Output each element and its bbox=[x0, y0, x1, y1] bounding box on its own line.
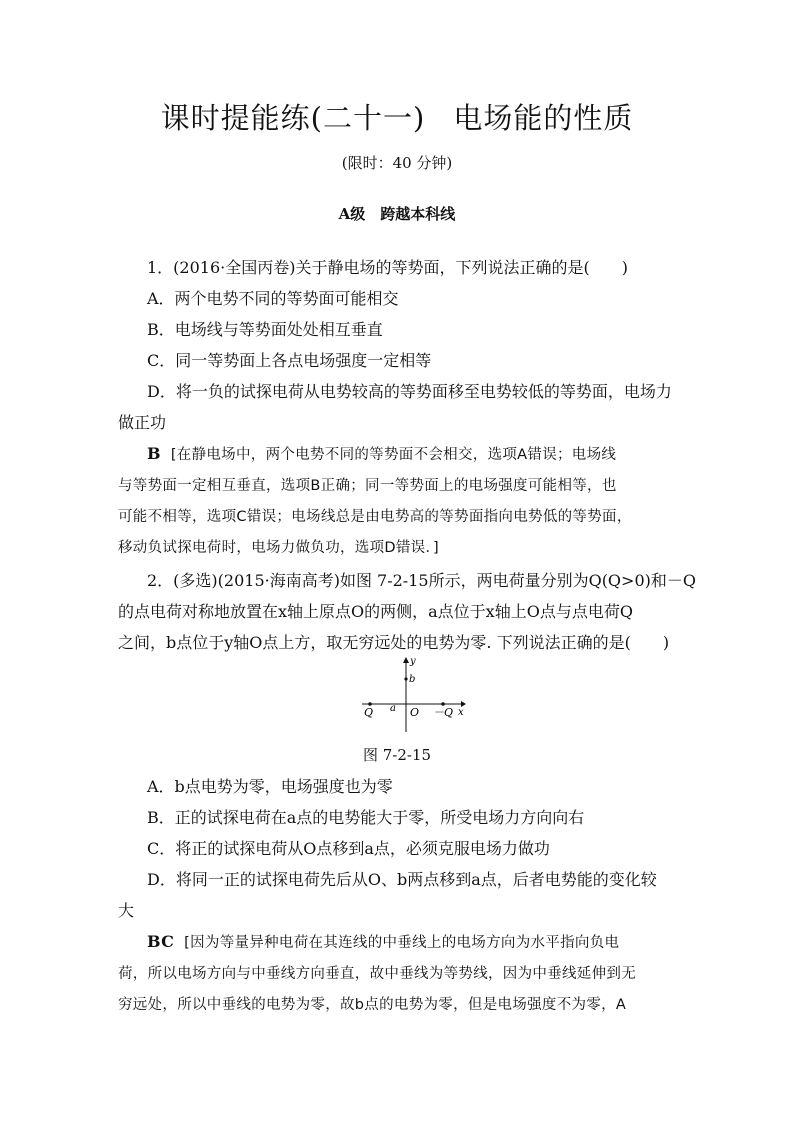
title-main: 课时提能练(二十一) bbox=[160, 101, 426, 135]
point-b-marker bbox=[404, 677, 407, 680]
q1-answer-key: B bbox=[147, 444, 161, 463]
q2-answer-key: BC bbox=[147, 932, 175, 951]
q1-answer-line bbox=[147, 443, 678, 464]
title-topic: 电场能的性质 bbox=[453, 101, 634, 135]
q1-stem: 1．(2016·全国丙卷)关于静电场的等势面，下列说法正确的是( ) bbox=[147, 258, 628, 277]
q2-stem-line: 的点电荷对称地放置在x轴上原点O的两侧，a点位于x轴上O点与点电荷Q bbox=[118, 602, 633, 621]
figure-7-2-15 bbox=[358, 652, 470, 734]
q1-option-d: D．将一负的试探电荷从电势较高的等势面移至电势较低的等势面，电场力 bbox=[147, 382, 672, 401]
y-axis-arrow bbox=[403, 657, 409, 663]
label-y: y bbox=[410, 656, 416, 667]
q2-option-d-cont: 大 bbox=[118, 901, 135, 920]
q2-answer-line bbox=[147, 931, 678, 952]
label-x: x bbox=[458, 707, 464, 718]
q1-explanation: [在静电场中，两个电势不同的等势面不会相交，选项A错误；电场线 bbox=[170, 447, 617, 463]
q2-option-c: C．将正的试探电荷从O点移到a点，必须克服电场力做功 bbox=[147, 839, 550, 858]
level-heading: A级 跨越本科线 bbox=[338, 205, 456, 223]
q1-option-b: B．电场线与等势面处处相互垂直 bbox=[147, 320, 383, 339]
page-title bbox=[0, 96, 794, 137]
q1-explanation-line: 可能不相等，选项C错误；电场线总是由电势高的等势面指向电势低的等势面， bbox=[118, 509, 632, 525]
q2-explanation: [因为等量异种电荷在其连线的中垂线上的电场方向为水平指向负电 bbox=[184, 935, 620, 951]
q2-option-b: B．正的试探电荷在a点的电势能大于零，所受电场力方向向右 bbox=[147, 808, 585, 827]
label-neg-q: －Q bbox=[433, 706, 454, 719]
q2-stem-line: 之间，b点位于y轴O点上方，取无穷远处的电势为零. 下列说法正确的是( ) bbox=[118, 633, 670, 652]
q1-option-a: A．两个电势不同的等势面可能相交 bbox=[147, 289, 399, 308]
label-q: Q bbox=[364, 706, 374, 719]
label-a: a bbox=[390, 703, 396, 714]
q2-stem: 2．(多选)(2015·海南高考)如图 7-2-15所示，两电荷量分别为Q(Q>0)和－Q bbox=[147, 571, 696, 590]
label-b: b bbox=[409, 674, 416, 685]
q2-explanation-line: 穷远处，所以中垂线的电势为零，故b点的电势为零，但是电场强度不为零，A bbox=[118, 997, 627, 1013]
q1-option-c: C．同一等势面上各点电场强度一定相等 bbox=[147, 351, 432, 370]
figure-caption: 图 7-2-15 bbox=[362, 746, 432, 764]
q2-option-d: D．将同一正的试探电荷先后从O、b两点移到a点，后者电势能的变化较 bbox=[147, 870, 657, 889]
time-limit: (限时：40 分钟) bbox=[341, 154, 453, 172]
q1-option-d-cont: 做正功 bbox=[118, 413, 167, 432]
q2-option-a: A．b点电势为零，电场强度也为零 bbox=[147, 777, 393, 796]
q1-explanation-line: 移动负试探电荷时，电场力做负功，选项D错误．] bbox=[118, 540, 439, 556]
q1-explanation-line: 与等势面一定相互垂直，选项B正确；同一等势面上的电场强度可能相等，也 bbox=[118, 478, 617, 494]
label-o: O bbox=[410, 706, 420, 719]
q2-explanation-line: 荷，所以电场方向与中垂线方向垂直，故中垂线为等势线，因为中垂线延伸到无 bbox=[118, 966, 636, 982]
